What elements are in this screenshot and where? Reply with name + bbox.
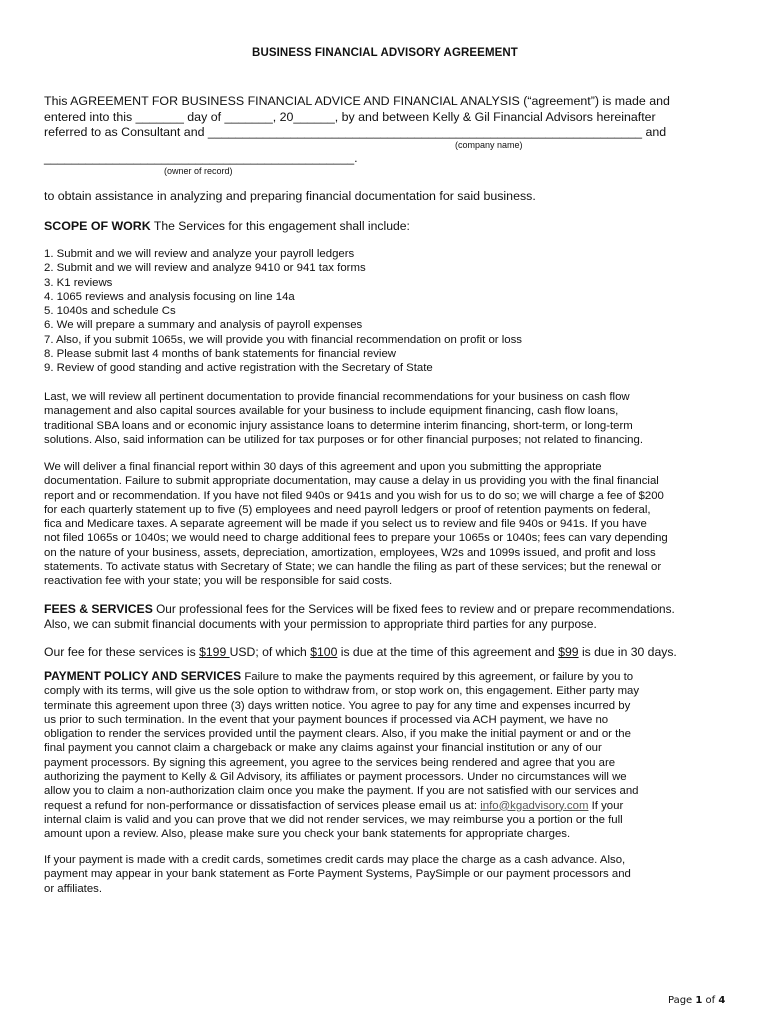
paragraph-line: us prior to such termination. In the event that your payment bounces if processed via ACH payment, we have no bbox=[44, 713, 609, 726]
paragraph-line: management and also capital sources available for your business to include equipment financing, cash flow loans, bbox=[44, 405, 619, 418]
financial-review-paragraph bbox=[44, 390, 724, 447]
paragraph-line: report and or recommendation. If you have not filed 940s or 941s and you wish for us to do so; we will charge a fee of $200 bbox=[44, 489, 664, 502]
paragraph-line: If your payment is made with a credit cards, sometimes credit cards may place the charge as a cash advance. Also, bbox=[44, 854, 626, 866]
paragraph-line: comply with its terms, will give us the sole option to withdraw from, or stop work on, this engagement. Either party may bbox=[44, 685, 640, 698]
paragraph-line: fica and Medicare taxes. A separate agreement will be made if you select us to review and file 940s or 941s. If you have bbox=[44, 518, 647, 531]
payment-line-1 bbox=[44, 669, 724, 684]
document-title: BUSINESS FINANCIAL ADVISORY AGREEMENT bbox=[252, 47, 518, 59]
current-page: 1 bbox=[695, 995, 703, 1006]
paragraph-line: or affiliates. bbox=[44, 882, 103, 895]
fee-amount-line bbox=[44, 645, 677, 659]
paragraph-line: for each quarterly statement up to five (5) employees and need payroll ledgers or proof of retention payments on federal, bbox=[44, 503, 651, 516]
scope-list bbox=[44, 247, 522, 376]
fee-text: USD; of which bbox=[229, 645, 311, 659]
fee-text: is due at the time of this agreement and bbox=[337, 645, 559, 659]
fees-heading: FEES & SERVICES bbox=[44, 602, 153, 616]
owner-line: _____________________________________________. bbox=[44, 151, 358, 165]
final-report-paragraph bbox=[44, 460, 724, 589]
intro-line-2: entered into this _______ day of _______, 20______, by and between Kelly & Gil Financial Advisors hereinafter bbox=[44, 109, 656, 124]
list-item: 8. Please submit last 4 months of bank statements for financial review bbox=[44, 348, 397, 361]
list-item: 2. Submit and we will review and analyze 9410 or 941 tax forms bbox=[44, 262, 366, 275]
fee-text: Our fee for these services is bbox=[44, 645, 200, 659]
list-item: 3. K1 reviews bbox=[44, 276, 113, 289]
intro-line-1: This AGREEMENT FOR BUSINESS FINANCIAL ADVICE AND FINANCIAL ANALYSIS (“agreement”) is made and bbox=[44, 94, 670, 108]
email-prefix: request a refund for non-performance or dissatisfaction of services please email us at: bbox=[44, 799, 481, 812]
paragraph-line: traditional SBA loans and or economic injury assistance loans to determine interim financing, short-term, or long-term bbox=[44, 419, 633, 432]
payment-policy-section bbox=[44, 669, 724, 842]
intro-line-3: referred to as Consultant and _______________________________________________________________ and bbox=[44, 125, 667, 139]
list-item: 5. 1040s and schedule Cs bbox=[44, 305, 176, 318]
company-name-label: (company name) bbox=[455, 140, 523, 150]
paragraph-line: internal claim is valid and you can prove that we did not render services, we may reimburse you a portion or the full bbox=[44, 813, 623, 826]
total-pages: 4 bbox=[718, 995, 726, 1006]
fee-total: $199 bbox=[199, 645, 230, 659]
paragraph-line: allow you to claim a non-authorization claim once you make the payment. If you are not satisfied with our services and bbox=[44, 785, 639, 798]
email-link[interactable]: info@kgadvisory.com bbox=[480, 799, 589, 812]
of-word: of bbox=[702, 995, 719, 1006]
paragraph-line: terminate this agreement upon three (3) days written notice. You agree to pay for any time and expenses incurred by bbox=[44, 699, 631, 712]
fee-due-later: $99 bbox=[558, 645, 579, 659]
paragraph-line: amount upon a review. Also, please make sure you check your bank statements for appropriate charges. bbox=[44, 828, 571, 841]
list-item: 7. Also, if you submit 1065s, we will provide you with financial recommendation on profit or loss bbox=[44, 333, 523, 346]
paragraph-line: reactivation fee with your state; you will be responsible for said costs. bbox=[44, 575, 393, 588]
list-item: 4. 1065 reviews and analysis focusing on line 14a bbox=[44, 290, 295, 303]
email-line bbox=[44, 799, 724, 813]
fee-text: is due in 30 days. bbox=[578, 645, 677, 659]
page-number bbox=[668, 995, 725, 1006]
paragraph-line: final payment you cannot claim a chargeback or make any claims against your financial institution or any of our bbox=[44, 742, 602, 755]
paragraph-line: solutions. Also, said information can be utilized for tax purposes or for other financial purposes; not related to financing. bbox=[44, 433, 643, 446]
paragraph-line: statements. To activate status with Secretary of State; we can handle the filing as part of these services; but the renewal or bbox=[44, 561, 662, 574]
paragraph-line: We will deliver a final financial report within 30 days of this agreement and upon you submitting the appropriate bbox=[44, 461, 602, 473]
paragraph-line: on the nature of your business, assets, depreciation, amortization, employees, W2s and 1099s issued, and profit and loss bbox=[44, 546, 656, 559]
scope-heading: SCOPE OF WORK bbox=[44, 219, 151, 233]
paragraph-line: documentation. Failure to submit appropriate documentation, may cause a delay in us providing you with the final financial bbox=[44, 475, 659, 488]
scope-of-work bbox=[44, 219, 410, 233]
fees-line-1 bbox=[44, 602, 724, 617]
email-suffix: If your bbox=[588, 799, 624, 812]
paragraph-line: payment may appear in your bank statement as Forte Payment Systems, PaySimple or our payment processors and bbox=[44, 868, 631, 881]
payment-text: Failure to make the payments required by this agreement, or failure by you to bbox=[241, 671, 634, 683]
page-word: Page bbox=[668, 995, 696, 1006]
payment-heading: PAYMENT POLICY AND SERVICES bbox=[44, 669, 242, 683]
purpose-statement: to obtain assistance in analyzing and preparing financial documentation for said business. bbox=[44, 189, 536, 203]
list-item: 9. Review of good standing and active registration with the Secretary of State bbox=[44, 362, 433, 375]
paragraph-line: authorizing the payment to Kelly & Gil Advisory, its affiliates or payment processors. Under no circumstances will we bbox=[44, 771, 627, 784]
owner-of-record-label: (owner of record) bbox=[164, 166, 233, 176]
fees-line-2: Also, we can submit financial documents with your permission to appropriate third parties for any purpose. bbox=[44, 617, 597, 631]
paragraph-line: obligation to render the services provided until the payment clears. Also, if you make the initial payment or and or the bbox=[44, 728, 631, 741]
paragraph-line: not filed 1065s or 1040s; we would need to charge additional fees to prepare your 1065s or 1040s; fees can vary depending bbox=[44, 532, 668, 545]
fee-due-now: $100 bbox=[310, 645, 338, 659]
list-item: 1. Submit and we will review and analyze your payroll ledgers bbox=[44, 248, 355, 260]
credit-card-paragraph bbox=[44, 853, 724, 896]
fees-section bbox=[44, 602, 724, 632]
paragraph-line: Last, we will review all pertinent documentation to provide financial recommendations for your business on cash flow bbox=[44, 391, 630, 403]
paragraph-line: payment processors. By signing this agreement, you agree to the services being rendered and agree that you are bbox=[44, 756, 616, 769]
list-item: 6. We will prepare a summary and analysis of payroll expenses bbox=[44, 319, 363, 332]
intro-paragraph bbox=[44, 94, 724, 141]
fees-text: Our professional fees for the Services will be fixed fees to review and or prepare recommendations. bbox=[152, 602, 675, 616]
scope-text: The Services for this engagement shall include: bbox=[150, 219, 410, 233]
